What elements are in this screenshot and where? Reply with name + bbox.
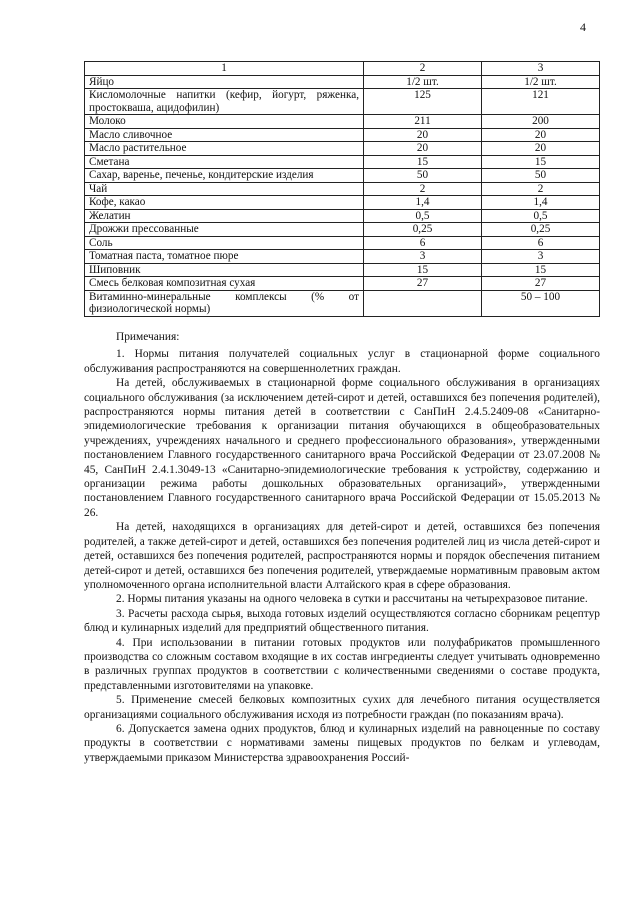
product-name: Сметана	[85, 155, 364, 169]
norm-value-col-3: 0,5	[482, 209, 600, 223]
note-paragraph: 5. Применение смесей белковых композитных сухих для лечебного питания осуществляется организациями социального обслуживания исходя из потребности граждан (по показаниям врача).	[84, 694, 600, 721]
norm-value-col-2: 1,4	[364, 196, 482, 210]
norm-value-col-3: 121	[482, 89, 600, 115]
norm-value-col-2: 2	[364, 182, 482, 196]
norm-value-col-2: 0,25	[364, 223, 482, 237]
notes-section	[84, 330, 600, 765]
norm-value-col-3: 15	[482, 263, 600, 277]
norm-value-col-3: 20	[482, 128, 600, 142]
table-row	[85, 155, 600, 169]
product-name: Масло сливочное	[85, 128, 364, 142]
norm-value-col-2: 125	[364, 89, 482, 115]
note-paragraph: На детей, находящихся в организациях для детей-сирот и детей, оставшихся без попечения родителей, а также детей-сирот и детей, оставшихся без попечения родителей лиц из числа детей-сирот и детей, оставшихся без попечения родителей, распространяются нормы и порядок обеспечения питанием детей-сирот и детей, оставшихся без попечения родителей, утверждаемые нормативным правовым актом уполномоченного органа исполнительной власти Алтайского края в сфере образования.	[84, 521, 600, 591]
product-name: Дрожжи прессованные	[85, 223, 364, 237]
header-col-1: 1	[85, 62, 364, 76]
table-row	[85, 277, 600, 291]
norm-value-col-2	[364, 290, 482, 316]
product-name: Масло растительное	[85, 142, 364, 156]
norm-value-col-3: 3	[482, 250, 600, 264]
note-paragraph: 6. Допускается замена одних продуктов, блюд и кулинарных изделий на равноценные по составу продукты в соответствии с нормативами замены пищевых продуктов по белкам и углеводам, утверждаемыми приказом Министерства здравоохранения Россий-	[84, 722, 600, 764]
norm-value-col-2: 20	[364, 142, 482, 156]
product-name: Кисломолочные напитки (кефир, йогурт, ряженка, простокваша, ацидофилин)	[85, 89, 364, 115]
table-row	[85, 89, 600, 115]
table-row	[85, 223, 600, 237]
table-header-row	[85, 62, 600, 76]
norm-value-col-2: 27	[364, 277, 482, 291]
product-name: Кофе, какао	[85, 196, 364, 210]
note-paragraph: 3. Расчеты расхода сырья, выхода готовых изделий осуществляются согласно сборникам рецептур блюд и кулинарных изделий для предприятий общественного питания.	[84, 607, 600, 635]
table-row	[85, 142, 600, 156]
table-row	[85, 196, 600, 210]
product-name: Молоко	[85, 115, 364, 129]
norm-value-col-2: 15	[364, 155, 482, 169]
product-name: Сахар, варенье, печенье, кондитерские изделия	[85, 169, 364, 183]
norm-value-col-3: 15	[482, 155, 600, 169]
table-row	[85, 115, 600, 129]
norm-value-col-3: 1/2 шт.	[482, 75, 600, 89]
table-row	[85, 209, 600, 223]
norm-value-col-3: 1,4	[482, 196, 600, 210]
product-name: Желатин	[85, 209, 364, 223]
table-row	[85, 75, 600, 89]
norm-value-col-3: 0,25	[482, 223, 600, 237]
product-name: Яйцо	[85, 75, 364, 89]
norm-value-col-3: 27	[482, 277, 600, 291]
note-paragraph: 2. Нормы питания указаны на одного человека в сутки и рассчитаны на четырехразовое питание.	[116, 593, 588, 606]
norm-value-col-3: 50	[482, 169, 600, 183]
product-name: Соль	[85, 236, 364, 250]
norm-value-col-2: 3	[364, 250, 482, 264]
note-paragraph: На детей, обслуживаемых в стационарной форме социального обслуживания в организациях социального обслуживания (за исключением детей-сирот и детей, оставшихся без попечения родителей), распространяются нормы питания детей в соответствии с СанПиН 2.4.5.2409-08 «Санитарно-эпидемиологические требования к организации питания обучающихся в общеобразовательных учреждениях, учреждениях начального и среднего профессионального образования», утвержденными постановлением Главного государственного санитарного врача Российской Федерации от 23.07.2008 № 45, СанПиН 2.4.1.3049-13 «Санитарно-эпидемиологические требования к устройству, содержанию и организации режима работы дошкольных образовательных организаций», утвержденными постановлением Главного государственного санитарного врача Российской Федерации от 15.05.2013 № 26.	[84, 377, 600, 519]
norm-value-col-3: 200	[482, 115, 600, 129]
norm-value-col-2: 211	[364, 115, 482, 129]
norm-value-col-2: 1/2 шт.	[364, 75, 482, 89]
food-norms-table	[84, 61, 600, 317]
product-name: Чай	[85, 182, 364, 196]
table-row	[85, 169, 600, 183]
norm-value-col-2: 50	[364, 169, 482, 183]
product-name: Смесь белковая композитная сухая	[85, 277, 364, 291]
header-col-3: 3	[482, 62, 600, 76]
norm-value-col-3: 50 – 100	[482, 290, 600, 316]
header-col-2: 2	[364, 62, 482, 76]
product-name: Шиповник	[85, 263, 364, 277]
norm-value-col-2: 0,5	[364, 209, 482, 223]
note-paragraph: 4. При использовании в питании готовых продуктов или полуфабрикатов промышленного производства со сложным составом входящие в их состав ингредиенты следует учитывать одновременно в различных группах продуктов в соответствии с количественными сведениями о составе продукта, представленными изготовителями на упаковке.	[84, 636, 600, 692]
note-paragraph: 1. Нормы питания получателей социальных услуг в стационарной форме социального обслуживания распространяются на совершеннолетних граждан.	[84, 348, 600, 375]
product-name: Витаминно-минеральные комплексы (% от физиологической нормы)	[85, 290, 364, 316]
page-number: 4	[580, 20, 586, 34]
norm-value-col-2: 6	[364, 236, 482, 250]
norm-value-col-3: 2	[482, 182, 600, 196]
table-row	[85, 263, 600, 277]
table-row	[85, 236, 600, 250]
table-row	[85, 182, 600, 196]
norm-value-col-3: 20	[482, 142, 600, 156]
table-row	[85, 128, 600, 142]
notes-title: Примечания:	[116, 331, 180, 343]
table-row	[85, 290, 600, 316]
norm-value-col-2: 20	[364, 128, 482, 142]
norm-value-col-3: 6	[482, 236, 600, 250]
table-row	[85, 250, 600, 264]
notes-paragraphs	[84, 347, 600, 765]
product-name: Томатная паста, томатное пюре	[85, 250, 364, 264]
norm-value-col-2: 15	[364, 263, 482, 277]
